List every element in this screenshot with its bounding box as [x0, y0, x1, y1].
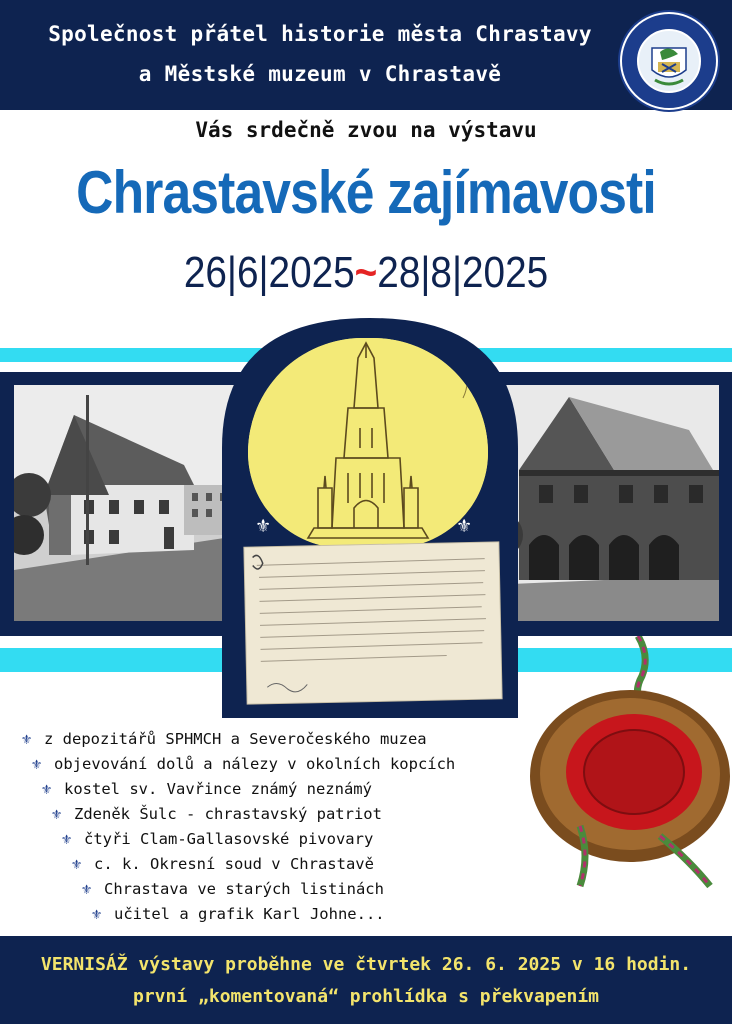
photo-left-house	[14, 385, 244, 621]
list-item	[52, 805, 382, 823]
fleur-de-lis-icon: ⚜	[62, 830, 72, 848]
list-item	[22, 730, 427, 748]
bullet-text: c. k. Okresní soud v Chrastavě	[94, 855, 374, 873]
bullet-text: kostel sv. Vavřince známý neznámý	[64, 780, 372, 798]
list-item	[82, 880, 384, 898]
list-item	[92, 905, 385, 923]
fleur-de-lis-icon: ⚜	[255, 516, 272, 537]
bullet-text: objevování dolů a nálezy v okolních kopcích	[54, 755, 456, 773]
handwritten-text-icon	[244, 542, 501, 703]
house-photo-icon	[14, 385, 244, 621]
fleur-de-lis-icon: ⚜	[42, 780, 52, 798]
fleur-de-lis-icon: ⚜	[92, 905, 102, 923]
date-from: 26|6|2025	[183, 248, 355, 297]
bullet-text: Chrastava ve starých listinách	[104, 880, 384, 898]
list-item	[42, 780, 372, 798]
list-item	[32, 755, 455, 773]
header-line-2: a Městské muzeum v Chrastavě	[138, 62, 502, 86]
bullet-text: čtyři Clam-Gallasovské pivovary	[84, 830, 374, 848]
historic-charter	[244, 542, 501, 703]
fleur-de-lis-icon: ⚜	[22, 730, 32, 748]
bullet-text: Zdeněk Šulc - chrastavský patriot	[74, 805, 382, 823]
gothic-church-icon	[248, 338, 488, 548]
footer-line-1: VERNISÁŽ výstavy proběhne ve čtvrtek 26. 6. 2025 v 16 hodin.	[40, 954, 692, 975]
invite-line: Vás srdečně zvou na výstavu	[195, 118, 537, 142]
fleur-de-lis-icon: ⚜	[32, 755, 42, 773]
wax-seal-icon	[520, 636, 732, 896]
fleur-de-lis-icon: ⚜	[52, 805, 62, 823]
list-item	[72, 855, 374, 873]
exhibition-title: Chrastavské zajímavosti	[76, 159, 656, 226]
society-seal-logo	[620, 12, 718, 110]
timber-house-photo-icon	[489, 385, 719, 621]
wax-seal	[520, 636, 732, 896]
list-item	[62, 830, 373, 848]
logo-graphic-icon	[622, 14, 716, 108]
bullet-text: učitel a grafik Karl Johne...	[114, 905, 385, 923]
footer-banner	[0, 936, 732, 1024]
fleur-de-lis-icon: ⚜	[456, 516, 473, 537]
date-to: 28|8|2025	[377, 248, 549, 297]
header-line-1: Společnost přátel historie města Chrastavy	[48, 22, 592, 46]
photo-right-timber-house	[489, 385, 719, 621]
exhibition-dates	[44, 248, 688, 298]
date-separator: ~	[354, 248, 378, 297]
bullet-text: z depozitářů SPHMCH a Severočeského muzea	[44, 730, 427, 748]
fleur-de-lis-icon: ⚜	[82, 880, 92, 898]
church-drawing	[248, 338, 488, 548]
footer-line-2: první „komentovaná“ prohlídka s překvapením	[133, 986, 599, 1007]
fleur-de-lis-icon: ⚜	[72, 855, 82, 873]
